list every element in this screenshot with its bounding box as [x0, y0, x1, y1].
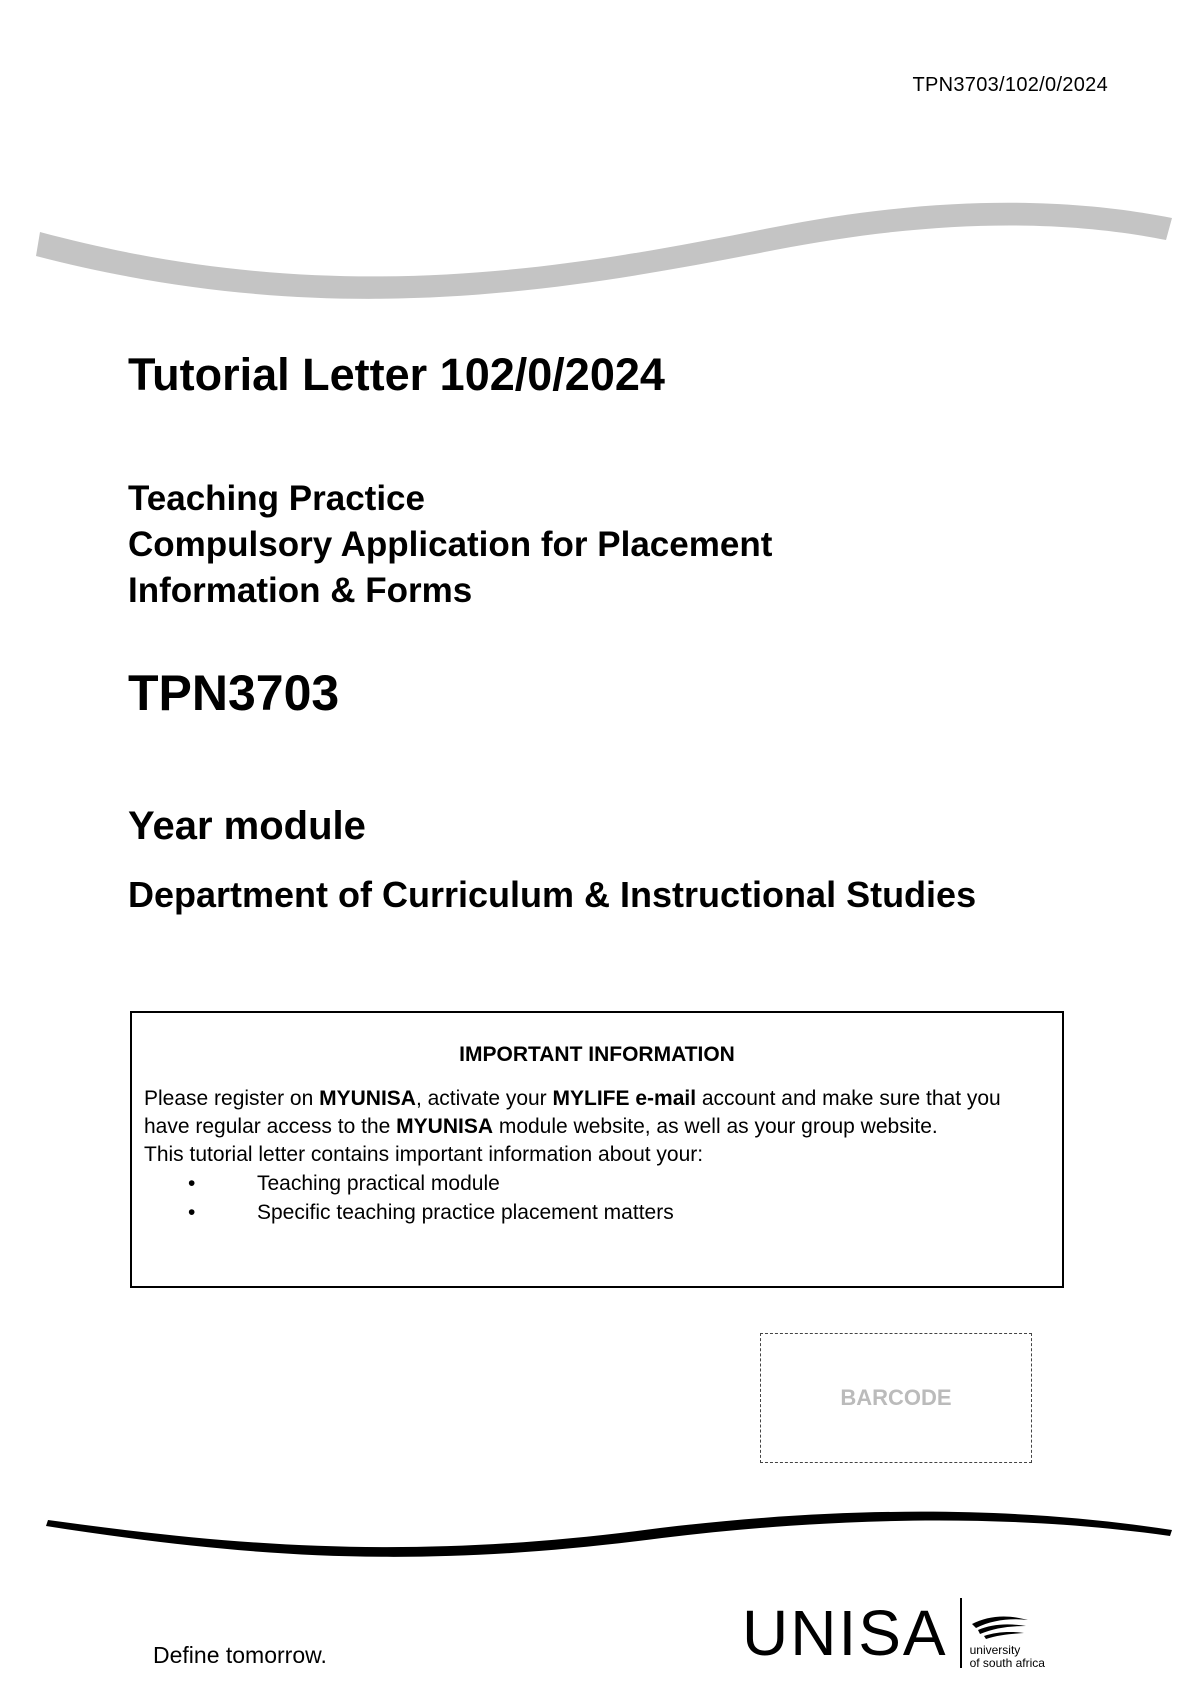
unisa-logo	[742, 1596, 1045, 1670]
barcode-label: BARCODE	[840, 1385, 952, 1410]
important-information-heading: IMPORTANT INFORMATION	[459, 1043, 735, 1066]
logo-subtitle-line: of south africa	[969, 1656, 1045, 1670]
important-information-list	[144, 1169, 1050, 1227]
text-fragment: Please register on	[144, 1087, 320, 1110]
decorative-grey-swoosh	[0, 180, 1200, 310]
text-fragment: , activate your	[415, 1087, 553, 1110]
list-item	[144, 1198, 1050, 1227]
module-type: Year module	[128, 804, 366, 848]
subtitle-line: Teaching Practice	[128, 479, 425, 518]
bullet-icon: •	[188, 1201, 196, 1224]
tagline: Define tomorrow.	[153, 1642, 327, 1668]
barcode-placeholder	[760, 1333, 1032, 1463]
list-item-text: Specific teaching practice placement matters	[257, 1201, 674, 1224]
text-fragment: module website, as well as your group website.	[493, 1115, 938, 1138]
decorative-black-swoosh	[0, 1500, 1200, 1610]
important-information-text	[144, 1085, 1050, 1169]
department-name: Department of Curriculum & Instructional Studies	[128, 874, 977, 915]
logo-divider	[960, 1598, 962, 1668]
module-code: TPN3703	[128, 665, 340, 721]
important-information-box	[130, 1011, 1064, 1288]
logo-subtitle-line: university	[969, 1643, 1021, 1657]
important-information-intro: This tutorial letter contains important information about your:	[144, 1143, 704, 1166]
list-item-text: Teaching practical module	[257, 1172, 500, 1195]
subtitle-line: Compulsory Application for Placement	[128, 525, 773, 564]
tutorial-letter-title: Tutorial Letter 102/0/2024	[128, 349, 665, 400]
myunisa-emphasis: MYUNISA	[396, 1115, 493, 1138]
myunisa-emphasis: MYUNISA	[319, 1087, 416, 1110]
unisa-logo-wordmark: UNISA	[742, 1597, 948, 1669]
subtitle-block	[128, 476, 772, 614]
mylife-email-emphasis: MYLIFE e-mail	[552, 1087, 697, 1110]
logo-emblem-group	[970, 1596, 1045, 1670]
text-fragment: account and make sure that you have regular access to the	[144, 1087, 1001, 1138]
document-reference: TPN3703/102/0/2024	[912, 74, 1108, 96]
subtitle-line: Information & Forms	[128, 571, 473, 610]
list-item	[144, 1169, 1050, 1198]
bullet-icon: •	[188, 1172, 196, 1195]
bird-emblem-icon	[970, 1614, 1032, 1644]
